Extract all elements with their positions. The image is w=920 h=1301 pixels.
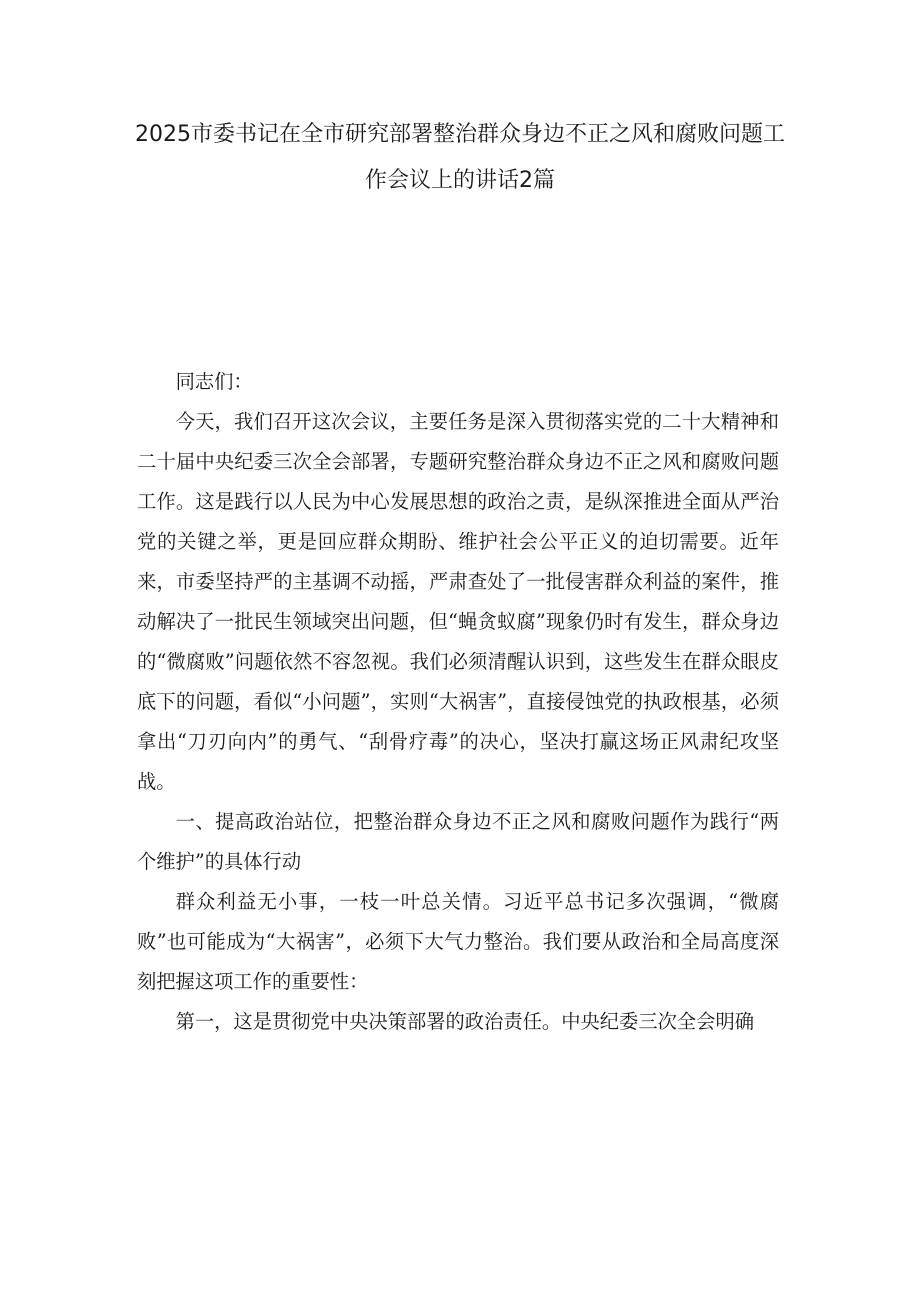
document-title: 2025市委书记在全市研究部署整治群众身边不正之风和腐败问题工作会议上的讲话2篇 xyxy=(135,122,785,193)
salutation-paragraph: 同志们： xyxy=(175,370,253,393)
opening-paragraph: 今天，我们召开这次会议，主要任务是深入贯彻落实党的二十大精神和二十届中央纪委三次全会部署，专题研究整治群众身边不正之风和腐败问题工作。这是践行以人民为中心发展思想的政治之责，是纵深推进全面从严治党的关键之举，更是回应群众期盼、维护社会公平正义的迫切需要。近年来，市委坚持严的主基调不动摇，严肃查处了一批侵害群众利益的案件，推动解决了一批民生领域突出问题，但“蝇贪蚁腐”现象仍时有发生，群众身边的“微腐败”问题依然不容忽视。我们必须清醒认识到，这些发生在群众眼皮底下的问题，看似“小问题”，实则“大祸害”，直接侵蚀党的执政根基，必须拿出“刀刃向内”的勇气、“刮骨疗毒”的决心，坚决打赢这场正风肃纪攻坚战。 xyxy=(137,410,779,793)
section-heading-1: 一、提高政治站位，把整治群众身边不正之风和腐败问题作为践行“两个维护”的具体行动 xyxy=(137,810,779,873)
document-body xyxy=(137,362,779,1042)
body-paragraph: 群众利益无小事，一枝一叶总关情。习近平总书记多次强调，“微腐败”也可能成为“大祸害”，必须下大气力整治。我们要从政治和全局高度深刻把握这项工作的重要性： xyxy=(137,890,779,993)
body-paragraph: 第一，这是贯彻党中央决策部署的政治责任。中央纪委三次全会明确 xyxy=(175,1010,755,1033)
